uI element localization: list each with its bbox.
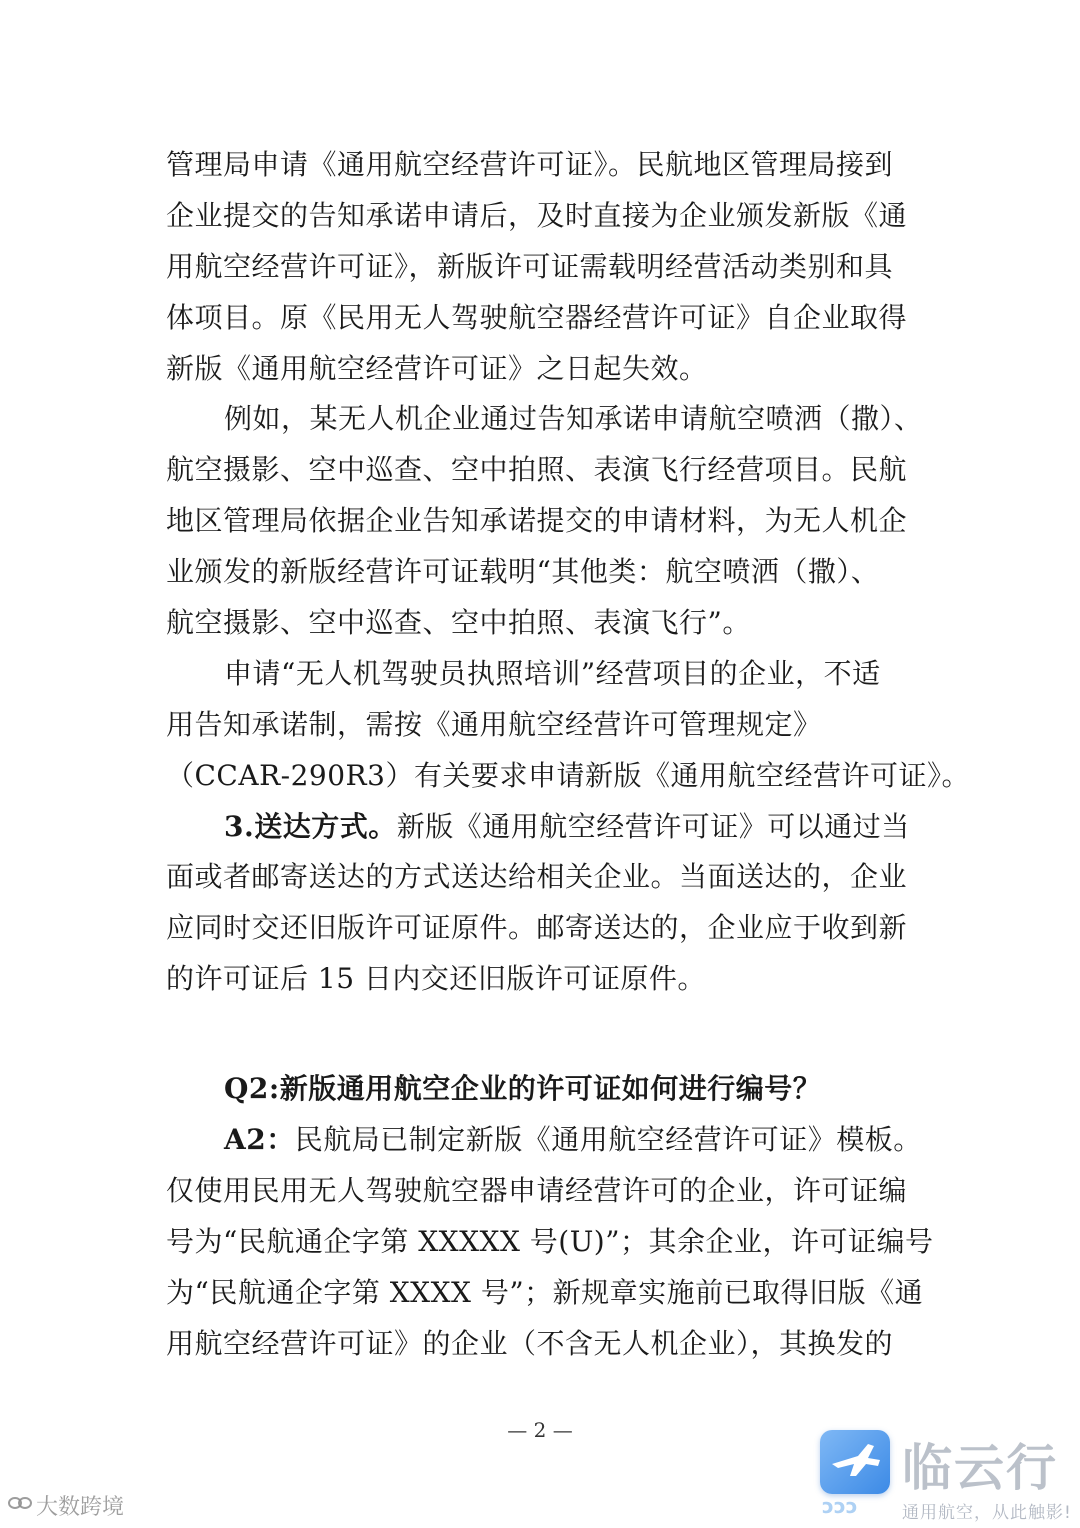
text-line bbox=[166, 1115, 926, 1166]
text-span: 新版《通用航空经营许可证》可以通过当 bbox=[396, 809, 910, 843]
text-line bbox=[166, 802, 926, 853]
text-line: 的许可证后 15 日内交还旧版许可证原件。 bbox=[166, 962, 706, 996]
text-line: 面或者邮寄送达的方式送达给相关企业。当面送达的，企业 bbox=[166, 860, 908, 894]
text-line: 例如，某无人机企业通过告知承诺申请航空喷洒（撒）、 bbox=[224, 402, 923, 436]
logo-badge bbox=[820, 1430, 890, 1494]
text-line: 申请“无人机驾驶员执照培训”经营项目的企业，不适 bbox=[224, 656, 881, 690]
chain-logo-icon bbox=[8, 1494, 32, 1517]
text-line: 用航空经营许可证》的企业（不含无人机企业），其换发的 bbox=[166, 1326, 894, 1360]
paragraph-spacer bbox=[166, 1005, 926, 1064]
watermark-text: 大数跨境 bbox=[36, 1495, 125, 1520]
text-line: 用航空经营许可证》，新版许可证需载明经营活动类别和具 bbox=[166, 249, 894, 283]
text-line: 号为“民航通企字第 XXXXX 号(U)”；其余企业，许可证编号 bbox=[166, 1224, 934, 1258]
text-line: 航空摄影、空中巡查、空中拍照、表演飞行”。 bbox=[166, 606, 751, 640]
question-heading: Q2:新版通用航空企业的许可证如何进行编号？ bbox=[224, 1072, 822, 1106]
text-line: 为“民航通企字第 XXXX 号”；新规章实施前已取得旧版《通 bbox=[166, 1275, 924, 1309]
logo-decoration: ɔɔɔ bbox=[822, 1494, 858, 1518]
source-watermark bbox=[8, 1490, 124, 1521]
text-line: 用告知承诺制，需按《通用航空经营许可管理规定》 bbox=[166, 707, 822, 741]
text-line: （CCAR-290R3）有关要求申请新版《通用航空经营许可证》。 bbox=[166, 758, 970, 792]
page-number: — 2 — bbox=[507, 1418, 573, 1442]
section-heading: 3.送达方式。 bbox=[224, 809, 397, 843]
text-line: 企业提交的告知承诺申请后，及时直接为企业颁发新版《通 bbox=[166, 198, 908, 232]
text-line: 地区管理局依据企业告知承诺提交的申请材料，为无人机企 bbox=[166, 504, 908, 538]
answer-label: A2： bbox=[224, 1123, 295, 1157]
text-line: 应同时交还旧版许可证原件。邮寄送达的，企业应于收到新 bbox=[166, 911, 908, 945]
text-line: 航空摄影、空中巡查、空中拍照、表演飞行经营项目。民航 bbox=[166, 453, 908, 487]
text-line: 管理局申请《通用航空经营许可证》。民航地区管理局接到 bbox=[166, 148, 894, 181]
logo-title: 临云行 bbox=[902, 1439, 1058, 1497]
text-line: 仅使用民用无人驾驶航空器申请经营许可的企业，许可证编 bbox=[166, 1173, 908, 1207]
text-line: 新版《通用航空经营许可证》之日起失效。 bbox=[166, 351, 708, 385]
text-span: 民航局已制定新版《通用航空经营许可证》模板。 bbox=[294, 1123, 922, 1157]
text-line: 体项目。原《民用无人驾驶航空器经营许可证》自企业取得 bbox=[166, 300, 908, 334]
document-body bbox=[166, 140, 970, 1369]
logo-slogan: 通用航空，从此触影! bbox=[902, 1503, 1072, 1523]
text-line: 业颁发的新版经营许可证载明“其他类：航空喷洒（撒）、 bbox=[166, 555, 880, 589]
